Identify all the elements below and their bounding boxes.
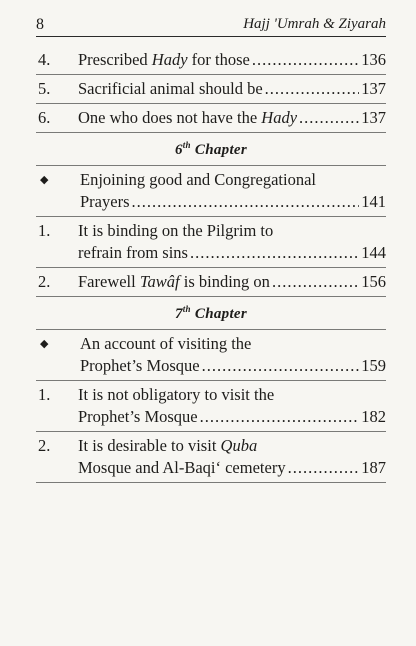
dot-leader <box>272 271 359 293</box>
entry-text: refrain from sins <box>78 243 188 262</box>
entry-number: 1. <box>38 221 51 240</box>
dot-leader <box>190 242 359 264</box>
dot-leader <box>252 49 359 71</box>
dot-leader <box>202 355 360 377</box>
entry-text: An account of visiting the <box>80 334 252 353</box>
toc-entry <box>36 432 386 483</box>
entry-page: 159 <box>361 356 386 375</box>
dot-leader <box>265 78 360 100</box>
entry-text: Mosque and Al-Baqi‘ cemetery <box>78 458 286 477</box>
chapter-ordinal-suffix: th <box>182 304 191 314</box>
entry-page: 182 <box>361 407 386 426</box>
entry-page: 136 <box>361 50 386 69</box>
entry-text: for those <box>187 50 250 69</box>
entry-text: Enjoining good and Congregational <box>80 170 317 189</box>
entry-text: Prophet’s Mosque <box>80 356 200 375</box>
entry-page: 141 <box>361 192 386 211</box>
entry-number: 5. <box>38 79 51 98</box>
entry-text: Prayers <box>80 192 130 211</box>
entry-number: 6. <box>38 108 51 127</box>
entry-number: 2. <box>38 436 51 455</box>
chapter-ordinal: 6 <box>174 142 183 158</box>
dot-leader <box>288 457 360 479</box>
chapter-word: Chapter <box>194 306 248 322</box>
chapter-ordinal: 7 <box>174 306 183 322</box>
table-of-contents <box>36 46 386 483</box>
entry-page: 137 <box>361 108 386 127</box>
chapter-heading-6 <box>36 133 386 166</box>
toc-entry <box>36 46 386 75</box>
entry-text: It is desirable to visit <box>78 436 221 455</box>
entry-text: Sacrificial animal should be <box>78 79 263 98</box>
entry-text-italic: Hady <box>261 108 298 127</box>
running-title: Hajj 'Umrah & Ziyarah <box>243 16 386 32</box>
dot-leader <box>200 406 360 428</box>
page-number: 8 <box>36 16 44 33</box>
diamond-bullet-icon: ◆ <box>40 338 49 350</box>
entry-page: 144 <box>361 243 386 262</box>
toc-entry <box>36 75 386 104</box>
diamond-bullet-icon: ◆ <box>40 174 49 186</box>
toc-entry <box>36 166 386 217</box>
toc-entry <box>36 381 386 432</box>
entry-number: 4. <box>38 50 51 69</box>
entry-text: is binding on <box>179 272 270 291</box>
entry-text: Prescribed <box>78 50 152 69</box>
entry-text-italic: Hady <box>151 50 188 69</box>
entry-text-italic: Tawâf <box>139 272 180 291</box>
toc-entry <box>36 268 386 297</box>
entry-text: Prophet’s Mosque <box>78 407 198 426</box>
toc-entry <box>36 104 386 133</box>
page-header <box>36 14 386 37</box>
entry-text: One who does not have the <box>78 108 262 127</box>
entry-page: 187 <box>361 458 386 477</box>
entry-text: It is not obligatory to visit the <box>78 385 275 404</box>
entry-page: 156 <box>361 272 386 291</box>
toc-entry <box>36 330 386 381</box>
entry-text: It is binding on the Pilgrim to <box>78 221 274 240</box>
chapter-ordinal-suffix: th <box>182 140 191 150</box>
dot-leader <box>131 191 359 213</box>
entry-number: 2. <box>38 272 51 291</box>
entry-number: 1. <box>38 385 51 404</box>
entry-text-italic: Quba <box>220 436 258 455</box>
entry-text: Farewell <box>78 272 140 291</box>
dot-leader <box>299 107 359 129</box>
entry-page: 137 <box>361 79 386 98</box>
chapter-heading-7 <box>36 297 386 330</box>
chapter-word: Chapter <box>194 142 248 158</box>
toc-entry <box>36 217 386 268</box>
